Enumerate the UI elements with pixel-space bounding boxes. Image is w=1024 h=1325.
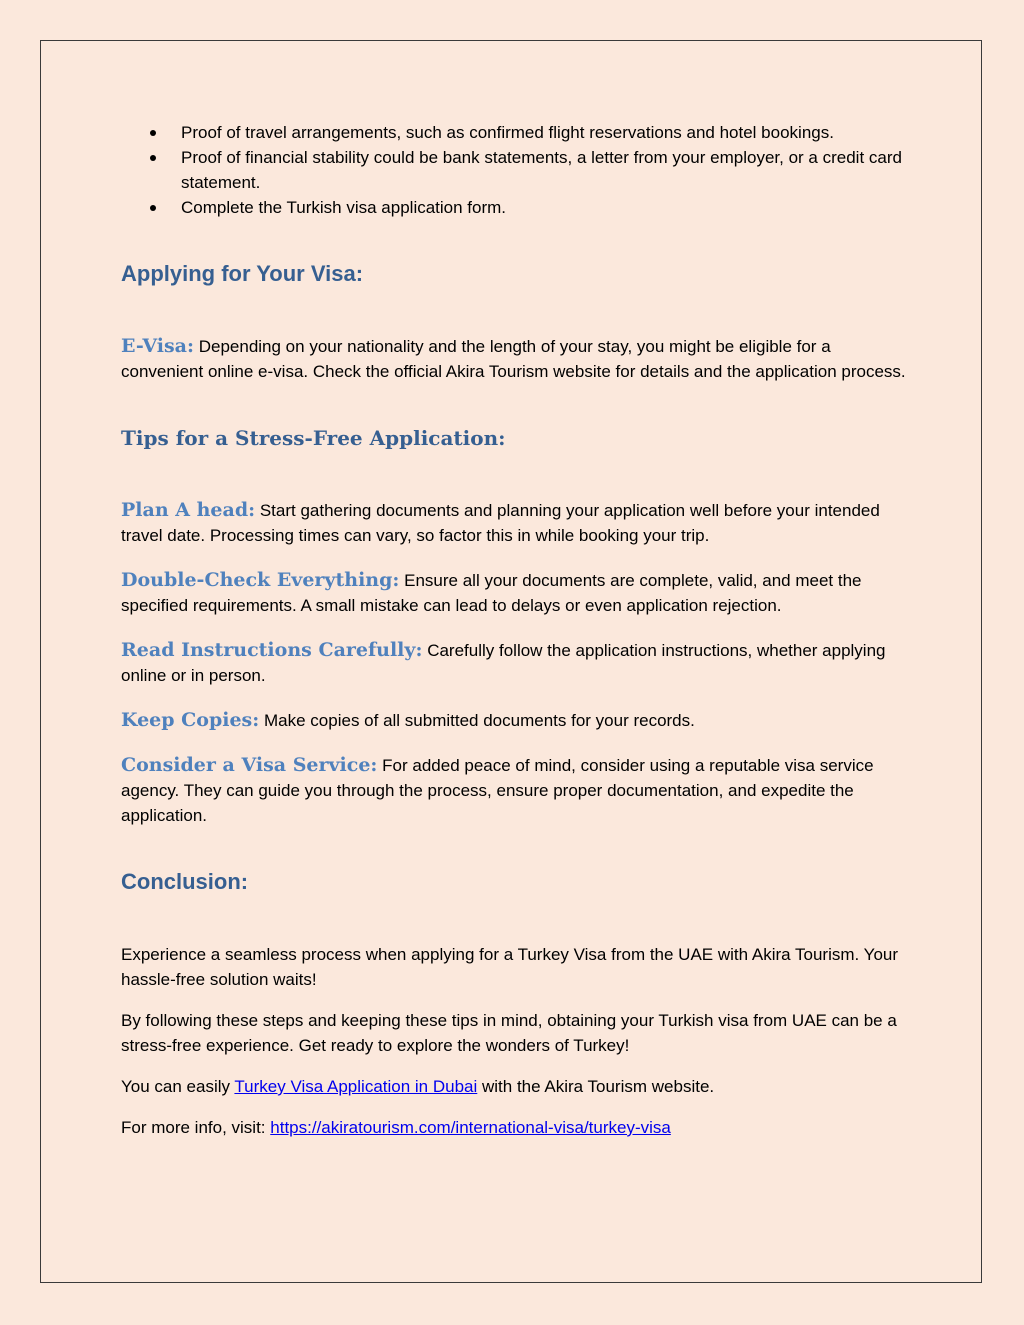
requirements-list	[121, 120, 911, 220]
conclusion-paragraph: By following these steps and keeping these tips in mind, obtaining your Turkish visa from UAE can be a stress-free experience. Get ready to explore the wonders of Turkey!	[121, 1011, 897, 1055]
evisa-paragraph: E-Visa: Depending on your nationality and the length of your stay, you might be eligible for a convenient online e-visa. Check the official Akira Tourism website for details and the application process.	[121, 335, 906, 381]
list-item: Proof of travel arrangements, such as confirmed flight reservations and hotel bookings.	[121, 120, 911, 145]
conclusion-paragraph: Experience a seamless process when applying for a Turkey Visa from the UAE with Akira Tourism. Your hassle-free solution waits!	[121, 945, 899, 989]
conclusion-paragraph: You can easily Turkey Visa Application in Dubai with the Akira Tourism website.	[121, 1077, 715, 1096]
turkey-visa-link[interactable]: Turkey Visa Application in Dubai	[234, 1077, 478, 1096]
document-body	[121, 120, 911, 1140]
list-item: Complete the Turkish visa application form.	[121, 195, 911, 220]
bullet-icon	[150, 155, 156, 161]
bullet-icon	[150, 130, 156, 136]
akira-url-link[interactable]: https://akiratourism.com/international-visa/turkey-visa	[270, 1118, 671, 1137]
conclusion-paragraph: For more info, visit: https://akiratourism.com/international-visa/turkey-visa	[121, 1118, 671, 1137]
tip-paragraph: Keep Copies: Make copies of all submitted documents for your records.	[121, 709, 695, 731]
conclusion-heading: Conclusion:	[121, 869, 249, 894]
tips-heading: Tips for a Stress-Free Application:	[121, 426, 506, 450]
applying-heading: Applying for Your Visa:	[121, 261, 364, 286]
bullet-icon	[150, 205, 156, 211]
tip-paragraph: Plan A head: Start gathering documents and planning your application well before your intended travel date. Processing times can vary, so factor this in while booking your trip.	[121, 499, 880, 545]
evisa-lead: E-Visa:	[121, 335, 194, 357]
tip-paragraph: Read Instructions Carefully: Carefully follow the application instructions, whether applying online or in person.	[121, 639, 886, 685]
tip-paragraph: Consider a Visa Service: For added peace of mind, consider using a reputable visa service agency. They can guide you through the process, ensure proper documentation, and expedite the application.	[121, 754, 874, 825]
list-item: Proof of financial stability could be bank statements, a letter from your employer, or a credit card statement.	[121, 145, 911, 195]
tip-paragraph: Double-Check Everything: Ensure all your documents are complete, valid, and meet the specified requirements. A small mistake can lead to delays or even application rejection.	[121, 569, 862, 615]
